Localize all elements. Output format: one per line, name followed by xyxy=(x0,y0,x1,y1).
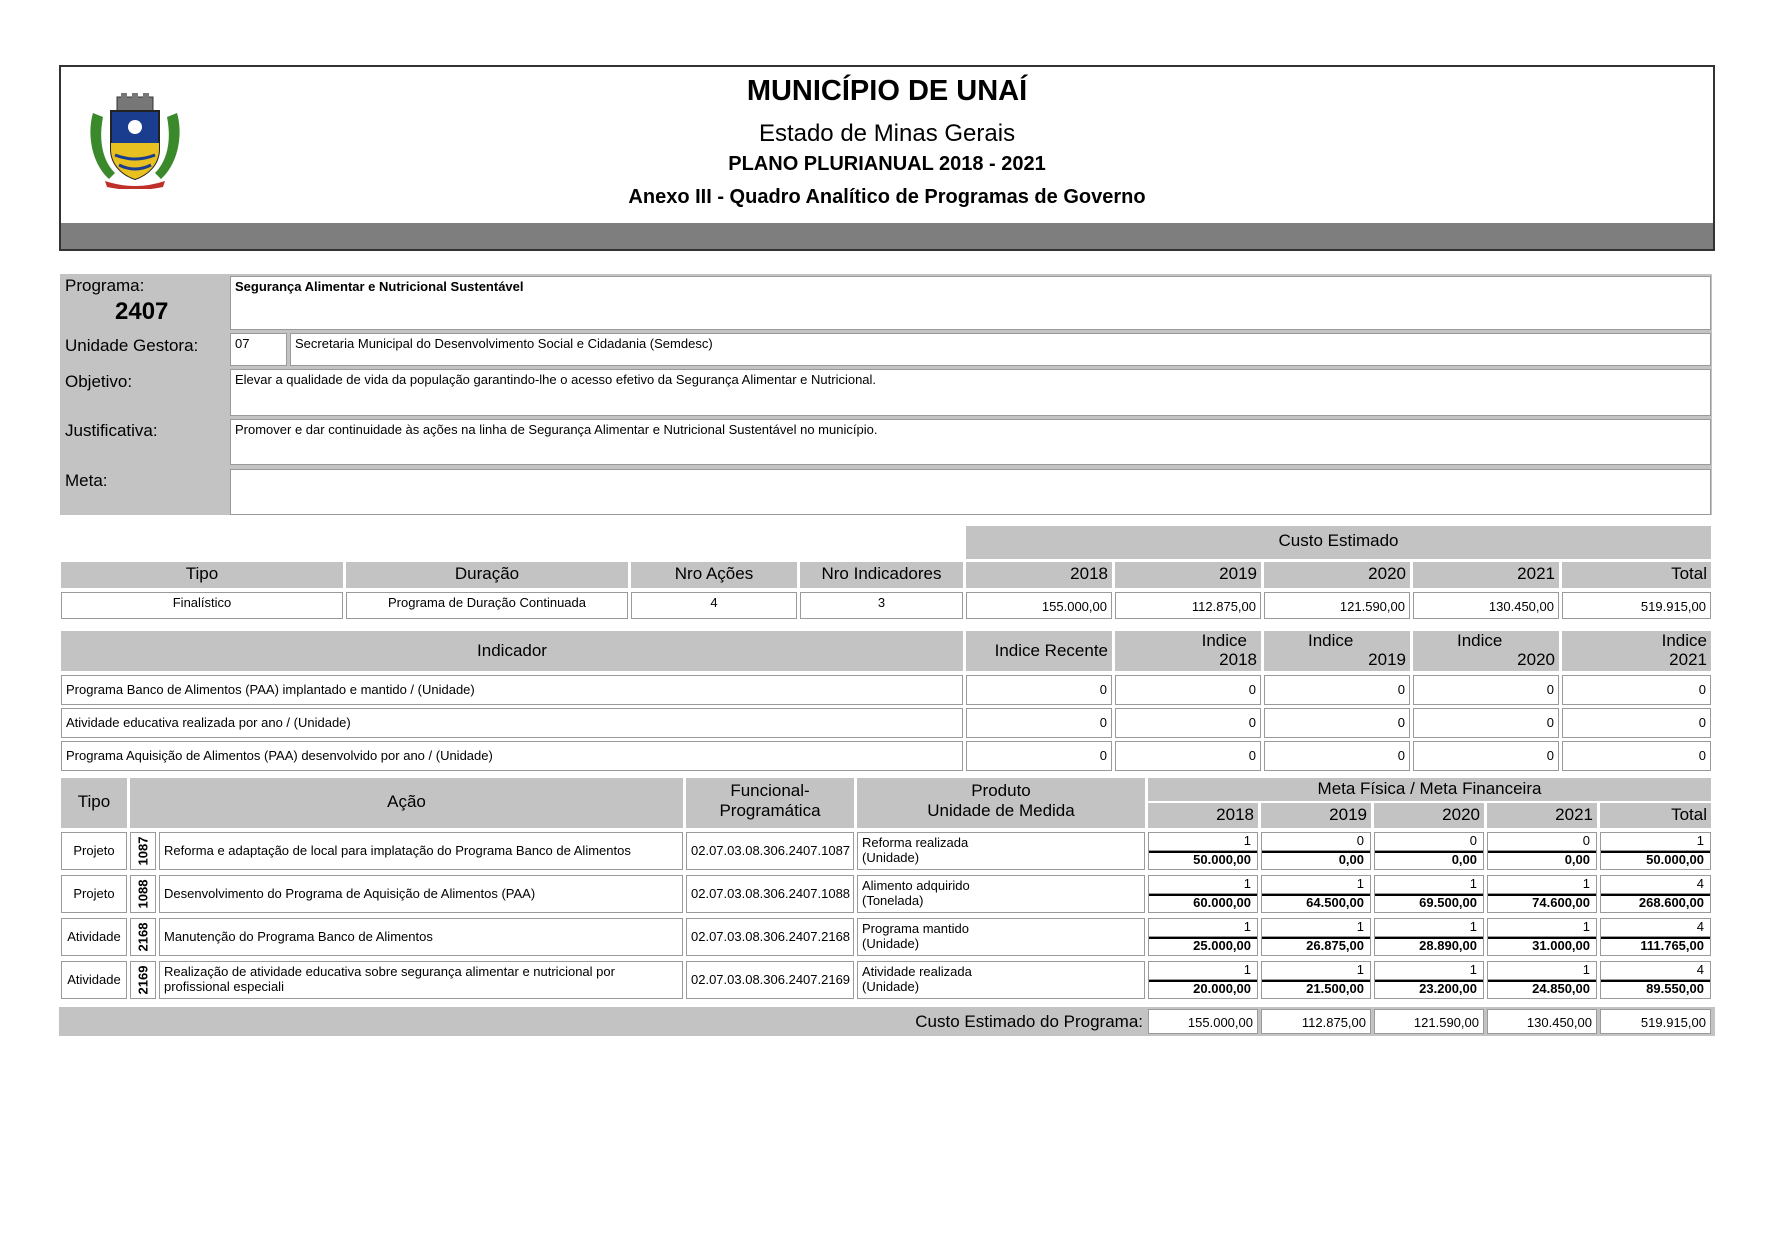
acao-row-3-fis-2019: 1 xyxy=(1261,918,1371,936)
resumo-header-2019: 2019 xyxy=(1115,562,1261,588)
acao-row-1-fis-2018: 1 xyxy=(1148,832,1258,850)
total-2020: 121.590,00 xyxy=(1374,1009,1484,1034)
acao-row-2-fin-2020: 69.500,00 xyxy=(1374,893,1484,913)
acao-row-1-fin-2021: 0,00 xyxy=(1487,850,1597,870)
acao-row-1-fis-total: 1 xyxy=(1600,832,1711,850)
acao-row-4-produto xyxy=(857,961,1145,999)
indicador-row-3-2021: 0 xyxy=(1562,741,1711,771)
acao-row-3-fin-2020: 28.890,00 xyxy=(1374,936,1484,956)
custo-estimado-programa-label: Custo Estimado do Programa: xyxy=(915,1012,1143,1031)
indicador-row-3-2019: 0 xyxy=(1264,741,1410,771)
acao-row-4-produto-name: Atividade realizada xyxy=(862,964,972,979)
acoes-header-produto-l1: Produto xyxy=(971,781,1031,800)
indicador-row-1-recente: 0 xyxy=(966,675,1112,705)
acoes-header-tipo: Tipo xyxy=(61,778,127,828)
acao-row-4-funcional: 02.07.03.08.306.2407.2169 xyxy=(686,961,854,999)
indicador-row-2-recente: 0 xyxy=(966,708,1112,738)
resumo-header-total: Total xyxy=(1562,562,1711,588)
acao-row-4-fis-2020: 1 xyxy=(1374,961,1484,979)
program-label: Programa: xyxy=(65,276,145,295)
acao-row-4-fin-2021: 24.850,00 xyxy=(1487,979,1597,999)
acao-row-1-acao: Reforma e adaptação de local para implatação do Programa Banco de Alimentos xyxy=(159,832,683,870)
header-band xyxy=(59,223,1715,251)
acoes-header-produto-l2: Unidade de Medida xyxy=(927,801,1075,820)
acoes-header-2020: 2020 xyxy=(1374,803,1484,828)
indicador-row-2-2020: 0 xyxy=(1413,708,1559,738)
acao-row-3-fis-2018: 1 xyxy=(1148,918,1258,936)
acao-row-3-fis-2021: 1 xyxy=(1487,918,1597,936)
meta-text xyxy=(230,469,1711,515)
resumo-header-tipo: Tipo xyxy=(61,562,343,588)
acoes-header-total: Total xyxy=(1600,803,1711,828)
resumo-tipo: Finalístico xyxy=(61,592,343,619)
acao-row-2-fis-2018: 1 xyxy=(1148,875,1258,893)
objetivo-label: Objetivo: xyxy=(65,372,133,391)
acao-row-3-tipo: Atividade xyxy=(61,918,127,956)
acao-row-1-fis-2020: 0 xyxy=(1374,832,1484,850)
acao-row-2-code-text: 1088 xyxy=(135,879,151,909)
acao-row-1-funcional: 02.07.03.08.306.2407.1087 xyxy=(686,832,854,870)
justificativa-label: Justificativa: xyxy=(65,421,158,440)
indice-2018-header xyxy=(1115,631,1261,671)
acao-row-2-fis-total: 4 xyxy=(1600,875,1711,893)
acoes-header-2021: 2021 xyxy=(1487,803,1597,828)
indice-2020-header-l2: 2020 xyxy=(1517,650,1555,669)
acao-row-3-produto xyxy=(857,918,1145,956)
indicador-row-3-name: Programa Aquisição de Alimentos (PAA) desenvolvido por ano / (Unidade) xyxy=(61,741,963,771)
indice-2021-header-l2: 2021 xyxy=(1669,650,1707,669)
acao-row-2-tipo: Projeto xyxy=(61,875,127,913)
indicador-row-2-2018: 0 xyxy=(1115,708,1261,738)
acoes-header-produto xyxy=(857,778,1145,828)
acao-row-2-code xyxy=(130,875,156,913)
acao-row-2-fin-total: 268.600,00 xyxy=(1600,893,1711,913)
acao-row-1-fis-2021: 0 xyxy=(1487,832,1597,850)
resumo-nro-acoes: 4 xyxy=(631,592,797,619)
acao-row-1-fin-2018: 50.000,00 xyxy=(1148,850,1258,870)
acoes-header-2019: 2019 xyxy=(1261,803,1371,828)
acao-row-1-fis-2019: 0 xyxy=(1261,832,1371,850)
indicador-row-3-2018: 0 xyxy=(1115,741,1261,771)
total-2018: 155.000,00 xyxy=(1148,1009,1258,1034)
acoes-header-acao: Ação xyxy=(130,778,683,828)
indice-2019-header-l1: Indice xyxy=(1308,631,1354,650)
resumo-custo-2018: 155.000,00 xyxy=(966,592,1112,619)
acao-row-4-fin-total: 89.550,00 xyxy=(1600,979,1711,999)
indicador-row-3-recente: 0 xyxy=(966,741,1112,771)
plan-title: PLANO PLURIANUAL 2018 - 2021 xyxy=(728,153,1046,175)
total-geral: 519.915,00 xyxy=(1600,1009,1711,1034)
acao-row-4-fis-2021: 1 xyxy=(1487,961,1597,979)
meta-label: Meta: xyxy=(65,471,108,490)
acao-row-2-fis-2020: 1 xyxy=(1374,875,1484,893)
indice-2021-header xyxy=(1562,631,1711,671)
indice-2020-header xyxy=(1413,631,1559,671)
acao-row-2-fin-2019: 64.500,00 xyxy=(1261,893,1371,913)
resumo-header-nro-acoes: Nro Ações xyxy=(631,562,797,588)
indice-2019-header-l2: 2019 xyxy=(1368,650,1406,669)
acao-row-2-fin-2018: 60.000,00 xyxy=(1148,893,1258,913)
acao-row-4-code-text: 2169 xyxy=(135,965,151,995)
indice-2019-header xyxy=(1264,631,1410,671)
acao-row-4-acao: Realização de atividade educativa sobre segurança alimentar e nutricional por profissional especiali xyxy=(159,961,683,999)
acao-row-2-fin-2021: 74.600,00 xyxy=(1487,893,1597,913)
resumo-header-nro-indicadores: Nro Indicadores xyxy=(800,562,963,588)
acoes-header-funcional-l2: Programática xyxy=(719,801,821,820)
indicador-row-3-2020: 0 xyxy=(1413,741,1559,771)
acao-row-3-fis-total: 4 xyxy=(1600,918,1711,936)
total-2019: 112.875,00 xyxy=(1261,1009,1371,1034)
program-name: Segurança Alimentar e Nutricional Sustentável xyxy=(230,276,1711,330)
acao-row-3-fin-total: 111.765,00 xyxy=(1600,936,1711,956)
resumo-duracao: Programa de Duração Continuada xyxy=(346,592,628,619)
acoes-header-meta: Meta Física / Meta Financeira xyxy=(1148,778,1711,801)
indicador-row-1-2019: 0 xyxy=(1264,675,1410,705)
indice-2018-header-l1: Indice xyxy=(1201,631,1247,650)
acao-row-4-fis-2018: 1 xyxy=(1148,961,1258,979)
objetivo-text: Elevar a qualidade de vida da população garantindo-lhe o acesso efetivo da Segurança Alimentar e Nutricional. xyxy=(230,369,1711,416)
acao-row-2-fis-2021: 1 xyxy=(1487,875,1597,893)
acao-row-3-produto-unit: (Unidade) xyxy=(862,936,920,951)
indice-recente-header: Indice Recente xyxy=(966,631,1112,671)
acoes-header-funcional xyxy=(686,778,854,828)
program-code: 2407 xyxy=(115,298,169,325)
acao-row-4-fin-2020: 23.200,00 xyxy=(1374,979,1484,999)
indicador-row-1-2018: 0 xyxy=(1115,675,1261,705)
indicador-header: Indicador xyxy=(61,631,963,671)
acao-row-2-produto xyxy=(857,875,1145,913)
resumo-header-duracao: Duração xyxy=(346,562,628,588)
justificativa-text: Promover e dar continuidade às ações na linha de Segurança Alimentar e Nutricional Sustentável no município. xyxy=(230,419,1711,465)
acao-row-2-produto-unit: (Tonelada) xyxy=(862,893,924,908)
annex-title: Anexo III - Quadro Analítico de Programas de Governo xyxy=(628,186,1146,208)
unidade-gestora-label: Unidade Gestora: xyxy=(65,336,199,355)
resumo-header-2018: 2018 xyxy=(966,562,1112,588)
acao-row-4-fin-2018: 20.000,00 xyxy=(1148,979,1258,999)
acao-row-1-fin-total: 50.000,00 xyxy=(1600,850,1711,870)
acao-row-3-fin-2019: 26.875,00 xyxy=(1261,936,1371,956)
acao-row-3-fin-2018: 25.000,00 xyxy=(1148,936,1258,956)
total-2021: 130.450,00 xyxy=(1487,1009,1597,1034)
indice-2018-header-l2: 2018 xyxy=(1219,650,1257,669)
acao-row-2-funcional: 02.07.03.08.306.2407.1088 xyxy=(686,875,854,913)
acao-row-4-tipo: Atividade xyxy=(61,961,127,999)
acao-row-3-produto-name: Programa mantido xyxy=(862,921,969,936)
acoes-header-2018: 2018 xyxy=(1148,803,1258,828)
indice-2021-header-l1: Indice xyxy=(1661,631,1707,650)
acao-row-4-produto-unit: (Unidade) xyxy=(862,979,920,994)
indicador-row-1-name: Programa Banco de Alimentos (PAA) implantado e mantido / (Unidade) xyxy=(61,675,963,705)
resumo-nro-indicadores: 3 xyxy=(800,592,963,619)
acao-row-1-fin-2020: 0,00 xyxy=(1374,850,1484,870)
acao-row-1-produto-name: Reforma realizada xyxy=(862,835,969,850)
acao-row-4-fis-total: 4 xyxy=(1600,961,1711,979)
unidade-gestora-code: 07 xyxy=(230,333,287,366)
indicador-row-2-2019: 0 xyxy=(1264,708,1410,738)
acao-row-2-fis-2019: 1 xyxy=(1261,875,1371,893)
indicador-row-1-2021: 0 xyxy=(1562,675,1711,705)
acao-row-3-acao: Manutenção do Programa Banco de Alimentos xyxy=(159,918,683,956)
resumo-custo-2019: 112.875,00 xyxy=(1115,592,1261,619)
acao-row-2-acao: Desenvolvimento do Programa de Aquisição de Alimentos (PAA) xyxy=(159,875,683,913)
resumo-header-2021: 2021 xyxy=(1413,562,1559,588)
resumo-custo-total: 519.915,00 xyxy=(1562,592,1711,619)
acao-row-1-code-text: 1087 xyxy=(135,836,151,866)
resumo-custo-2021: 130.450,00 xyxy=(1413,592,1559,619)
acao-row-3-funcional: 02.07.03.08.306.2407.2168 xyxy=(686,918,854,956)
acao-row-3-fin-2021: 31.000,00 xyxy=(1487,936,1597,956)
acao-row-1-tipo: Projeto xyxy=(61,832,127,870)
acao-row-1-produto xyxy=(857,832,1145,870)
acao-row-3-code-text: 2168 xyxy=(135,922,151,952)
indicador-row-1-2020: 0 xyxy=(1413,675,1559,705)
acao-row-2-produto-name: Alimento adquirido xyxy=(862,878,970,893)
resumo-header-2020: 2020 xyxy=(1264,562,1410,588)
indice-2020-header-l1: Indice xyxy=(1457,631,1503,650)
acao-row-4-code xyxy=(130,961,156,999)
acao-row-4-fis-2019: 1 xyxy=(1261,961,1371,979)
acao-row-1-code xyxy=(130,832,156,870)
acao-row-3-code xyxy=(130,918,156,956)
acao-row-1-produto-unit: (Unidade) xyxy=(862,850,920,865)
acao-row-4-fin-2019: 21.500,00 xyxy=(1261,979,1371,999)
resumo-custo-2020: 121.590,00 xyxy=(1264,592,1410,619)
unidade-gestora-name: Secretaria Municipal do Desenvolvimento Social e Cidadania (Semdesc) xyxy=(290,333,1711,366)
indicador-row-2-2021: 0 xyxy=(1562,708,1711,738)
acao-row-1-fin-2019: 0,00 xyxy=(1261,850,1371,870)
custo-estimado-header: Custo Estimado xyxy=(966,526,1711,559)
acao-row-3-fis-2020: 1 xyxy=(1374,918,1484,936)
indicador-row-2-name: Atividade educativa realizada por ano / (Unidade) xyxy=(61,708,963,738)
municipality-title: MUNICÍPIO DE UNAÍ xyxy=(746,75,1028,107)
acoes-header-funcional-l1: Funcional- xyxy=(730,781,810,800)
state-title: Estado de Minas Gerais xyxy=(758,120,1016,147)
